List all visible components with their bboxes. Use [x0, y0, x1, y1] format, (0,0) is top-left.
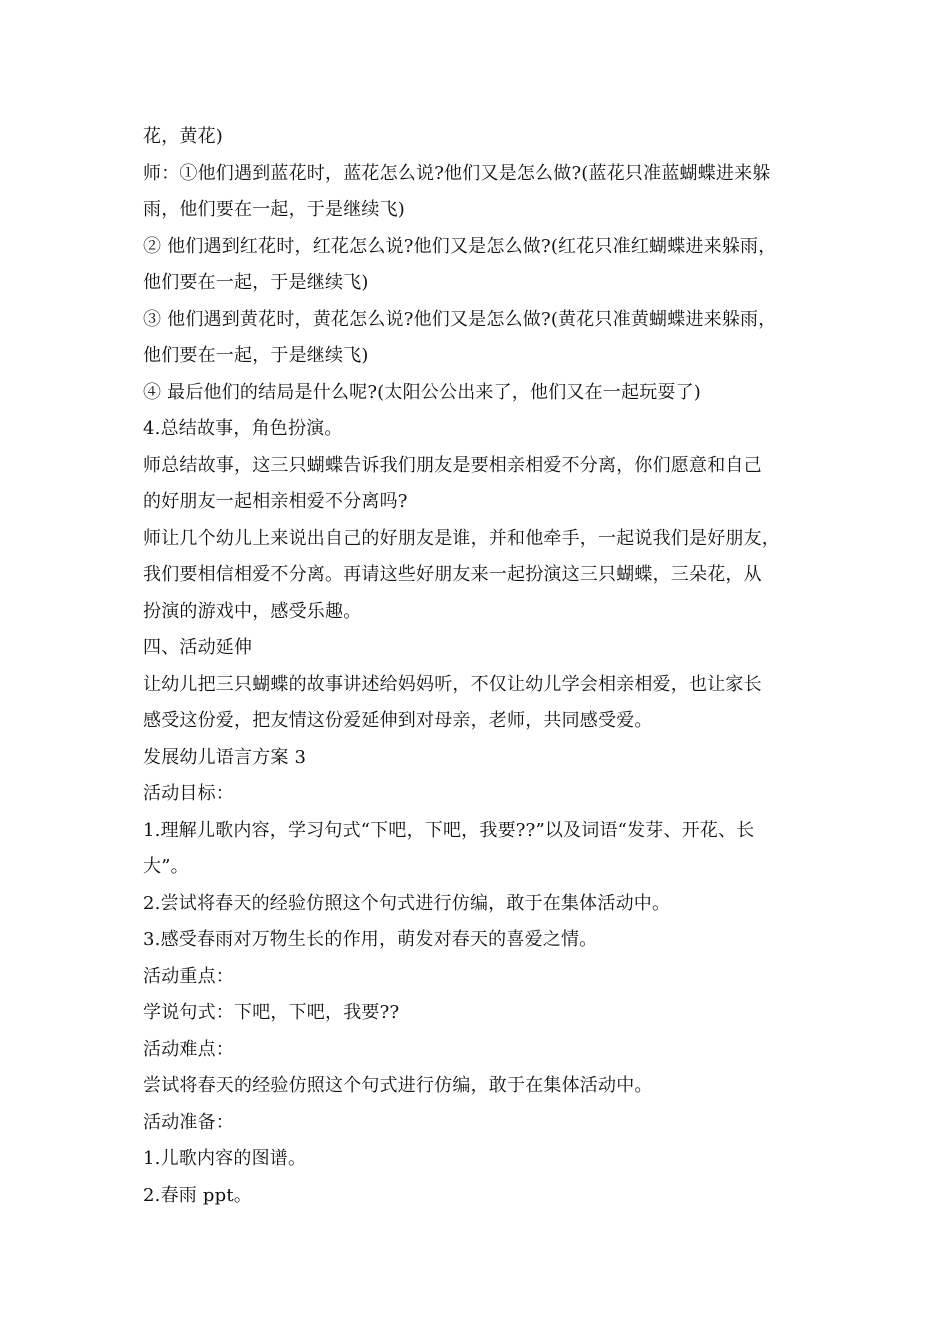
text-line: 师：①他们遇到蓝花时，蓝花怎么说?他们又是怎么做?(蓝花只准蓝蝴蝶进来躲: [143, 162, 771, 184]
text-line: 他们要在一起，于是继续飞): [143, 345, 369, 366]
section-heading: 4.总结故事，角色扮演。: [143, 418, 343, 439]
text-line: 让幼儿把三只蝴蝶的故事讲述给妈妈听，不仅让幼儿学会相亲相爱，也让家长: [143, 673, 762, 695]
section-heading: 活动难点：: [143, 1038, 234, 1060]
list-item: 2.尝试将春天的经验仿照这个句式进行仿编，敢于在集体活动中。: [143, 892, 671, 914]
text-line: 师总结故事，这三只蝴蝶告诉我们朋友是要相亲相爱不分离，你们愿意和自己: [143, 454, 762, 476]
text-line: ② 他们遇到红花时，红花怎么说?他们又是怎么做?(红花只准红蝴蝶进来躲雨，: [143, 235, 777, 257]
list-item: 3.感受春雨对万物生长的作用，萌发对春天的喜爱之情。: [143, 929, 598, 950]
section-heading: 四、活动延伸: [143, 637, 253, 658]
text-line: 的好朋友一起相亲相爱不分离吗?: [143, 491, 408, 512]
text-line: 尝试将春天的经验仿照这个句式进行仿编，敢于在集体活动中。: [143, 1075, 653, 1096]
section-heading: 活动目标：: [143, 783, 234, 804]
text-line: 感受这份爱，把友情这份爱延伸到对母亲，老师，共同感受爱。: [143, 710, 653, 731]
text-line: 大”。: [143, 856, 189, 877]
text-line: 他们要在一起，于是继续飞): [143, 272, 369, 293]
section-heading: 活动准备：: [143, 1111, 234, 1133]
text-line: ④ 最后他们的结局是什么呢?(太阳公公出来了，他们又在一起玩耍了): [143, 381, 702, 403]
text-line: 花，黄花): [143, 126, 224, 147]
text-line: 扮演的游戏中，感受乐趣。: [143, 600, 362, 622]
plan-title: 发展幼儿语言方案 3: [143, 746, 307, 768]
text-line: 师让几个幼儿上来说出自己的好朋友是谁，并和他牵手，一起说我们是好朋友，: [143, 527, 780, 549]
list-item: 1.儿歌内容的图谱。: [143, 1148, 307, 1169]
text-line: ③ 他们遇到黄花时，黄花怎么说?他们又是怎么做?(黄花只准黄蝴蝶进来躲雨，: [143, 308, 777, 330]
section-heading: 活动重点：: [143, 965, 234, 987]
text-line: 雨，他们要在一起，于是继续飞): [143, 199, 406, 220]
text-line: 我们要相信相爱不分离。再请这些好朋友来一起扮演这三只蝴蝶，三朵花，从: [143, 564, 762, 585]
text-line: 学说句式：下吧，下吧，我要??: [143, 1002, 400, 1023]
list-item: 1.理解儿歌内容，学习句式“下吧，下吧，我要??”以及词语“发芽、开花、长: [143, 819, 755, 841]
list-item: 2.春雨 ppt。: [143, 1184, 252, 1206]
document-body: [143, 119, 833, 1214]
